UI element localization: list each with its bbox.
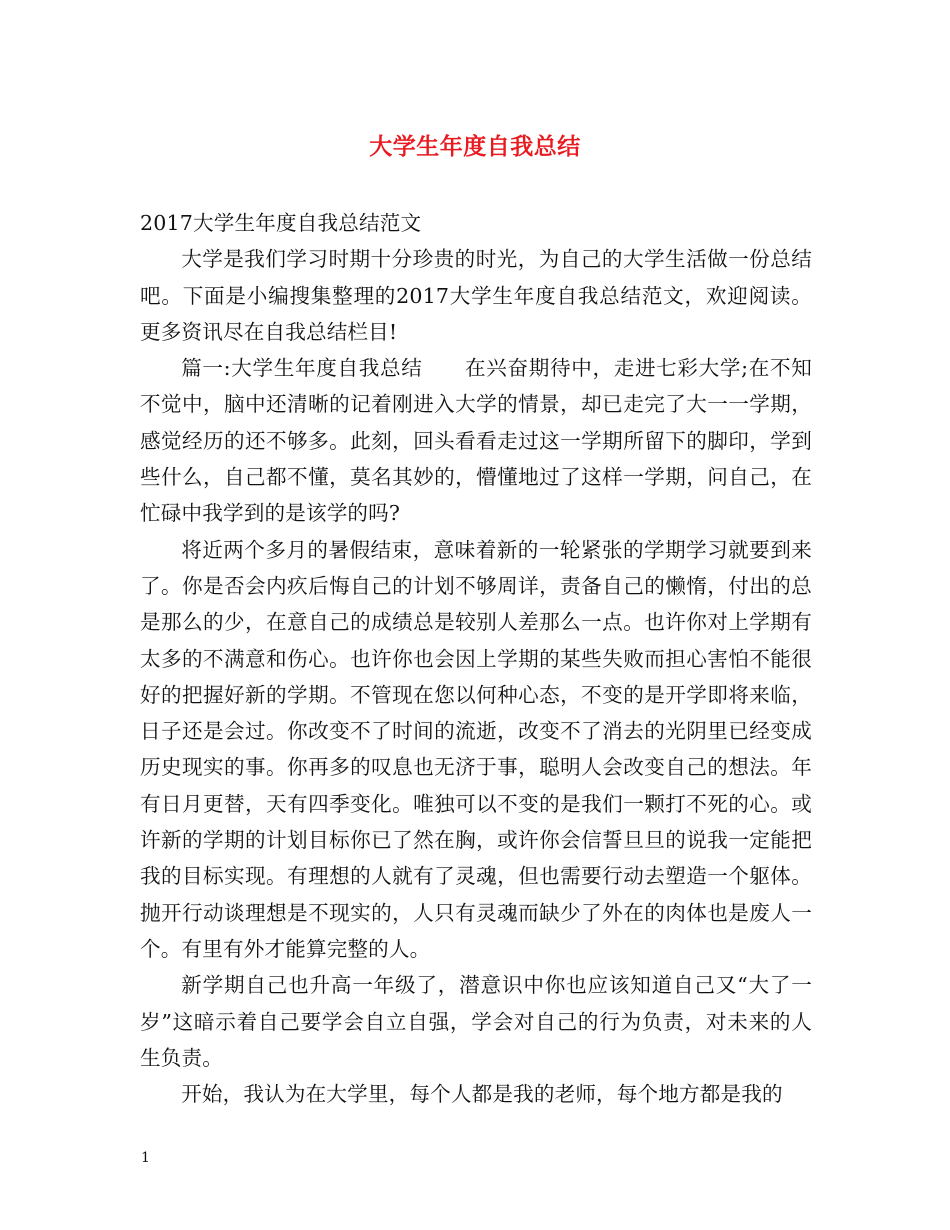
paragraph-summer-break: 将近两个多月的暑假结束，意味着新的一轮紧张的学期学习就要到来了。你是否会内疚后悔自己的计划不够周详，责备自己的懒惰，付出的总是那么的少，在意自己的成绩总是较别人差那么一点。也许你对上学期有太多的不满意和伤心。也许你也会因上学期的某些失败而担心害怕不能很好的把握好新的学期。不管现在您以何种心态，不变的是开学即将来临，日子还是会过。你改变不了时间的流逝，改变不了消去的光阴里已经变成历史现实的事。你再多的叹息也无济于事，聪明人会改变自己的想法。年有日月更替，天有四季变化。唯独可以不变的是我们一颗打不死的心。或许新的学期的计划目标你已了然在胸，或许你会信誓旦旦的说我一定能把我的目标实现。有理想的人就有了灵魂，但也需要行动去塑造一个躯体。抛开行动谈理想是不现实的，人只有灵魂而缺少了外在的肉体也是废人一个。有里有外才能算完整的人。 xyxy=(140,537,812,961)
document-body xyxy=(140,205,812,1112)
paragraph-teachers: 开始，我认为在大学里，每个人都是我的老师，每个地方都是我的 xyxy=(181,1082,783,1107)
paragraph-part-one: 篇一:大学生年度自我总结 在兴奋期待中，走进七彩大学;在不知不觉中，脑中还清晰的记着刚进入大学的情景，却已走完了大一一学期，感觉经历的还不够多。此刻，回头看看走过这一学期所留下的脚印，学到些什么，自己都不懂，莫名其妙的，懵懂地过了这样一学期，问自己，在忙碌中我学到的是该学的吗? xyxy=(140,356,812,526)
page-number: 1 xyxy=(141,1150,150,1166)
document-subtitle: 2017大学生年度自我总结范文 xyxy=(140,211,422,235)
document-title: 大学生年度自我总结 xyxy=(369,134,581,160)
paragraph-intro: 大学是我们学习时期十分珍贵的时光，为自己的大学生活做一份总结吧。下面是小编搜集整理的2017大学生年度自我总结范文，欢迎阅读。更多资讯尽在自我总结栏目! xyxy=(140,247,812,344)
paragraph-new-semester: 新学期自己也升高一年级了，潜意识中你也应该知道自己又“大了一岁”这暗示着自己要学会自立自强，学会对自己的行为负责，对未来的人生负责。 xyxy=(140,973,812,1070)
